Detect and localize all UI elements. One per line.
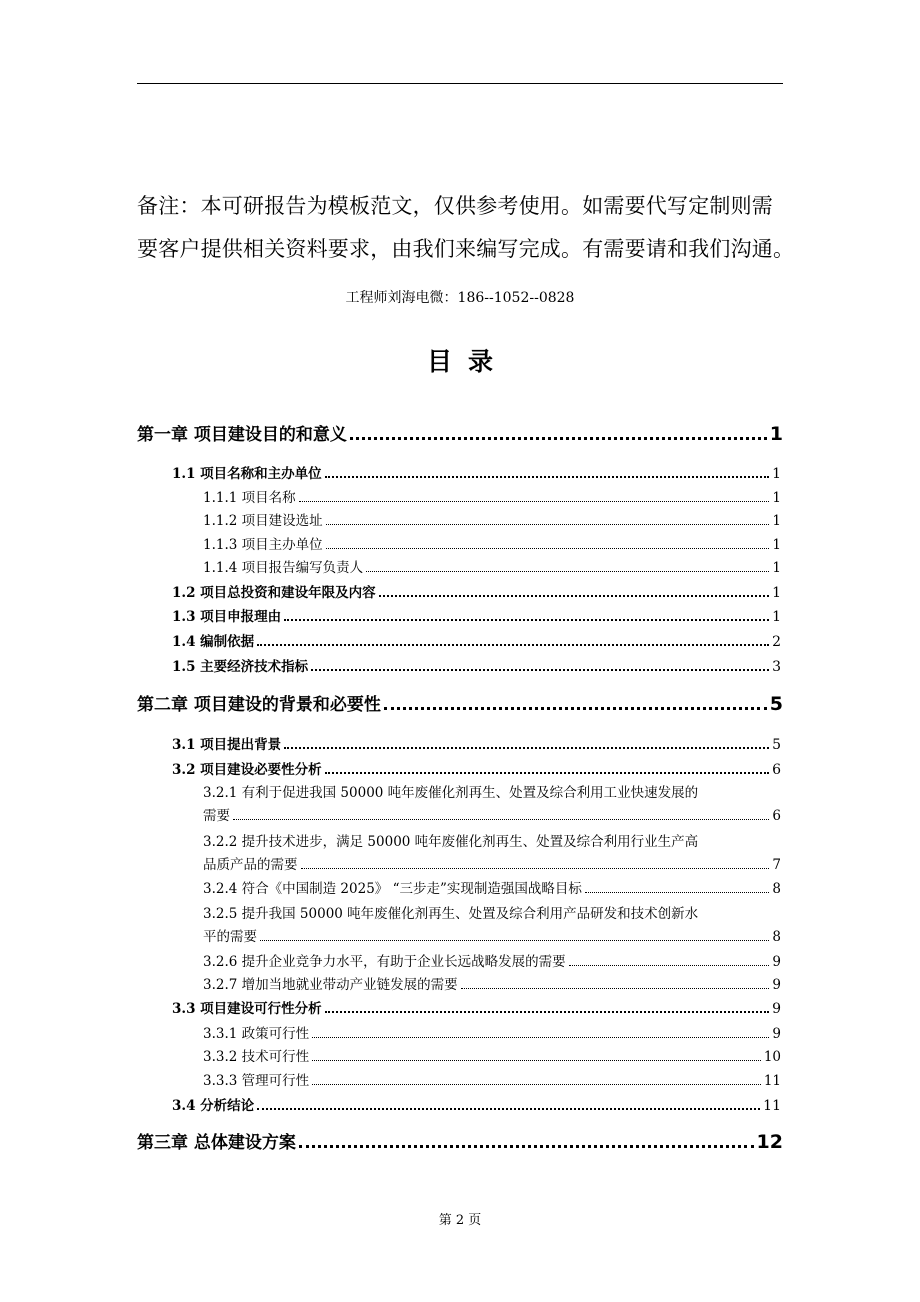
dot-leader <box>325 772 769 774</box>
toc-page-number: 1 <box>772 609 781 625</box>
dot-leader <box>312 1037 769 1038</box>
toc-page-number: 1 <box>772 490 781 506</box>
toc-section-1-4[interactable] <box>172 630 781 650</box>
dot-leader <box>233 819 769 820</box>
dot-leader <box>325 476 769 478</box>
toc-entry-title: 1.1.2 项目建设选址 <box>203 513 323 529</box>
toc-section-1-5[interactable] <box>172 655 781 675</box>
toc-subsection-3-3-2[interactable] <box>203 1045 781 1065</box>
dot-leader <box>350 437 767 440</box>
toc-entry-title: 3.2.7 增加当地就业带动产业链发展的需要 <box>203 977 458 993</box>
dot-leader <box>299 1145 754 1148</box>
toc-page-number: 11 <box>763 1073 781 1089</box>
toc-entry-title: 1.1.4 项目报告编写负责人 <box>203 560 364 576</box>
dot-leader <box>366 571 769 572</box>
toc-subsection-3-2-2[interactable] <box>203 853 781 873</box>
toc-page-number: 2 <box>772 634 781 650</box>
toc-page-number: 11 <box>763 1098 781 1114</box>
toc-entry-title: 1.4 编制依据 <box>172 634 255 650</box>
dot-leader <box>311 669 769 671</box>
toc-entry-title: 需要 <box>203 808 230 824</box>
toc-page-number: 10 <box>763 1049 781 1065</box>
toc-chapter-1[interactable] <box>137 420 783 445</box>
toc-page-number: 6 <box>772 762 781 778</box>
toc-section-3-1[interactable] <box>172 733 781 753</box>
toc-entry-title: 3.1 项目提出背景 <box>172 737 282 753</box>
dot-leader <box>312 1084 761 1085</box>
contact-line: 工程师刘海电微：186--1052--0828 <box>345 290 575 306</box>
toc-subsection-3-2-5-line1[interactable]: 3.2.5 提升我国 50000 吨年废催化剂再生、处置及综合利用产品研发和技术创新水 <box>203 906 699 922</box>
toc-subsection-3-2-1[interactable] <box>203 804 781 824</box>
dot-leader <box>257 644 769 646</box>
toc-page-number: 1 <box>769 423 783 445</box>
toc-subsection-3-2-5[interactable] <box>203 925 781 945</box>
dot-leader <box>260 940 769 941</box>
toc-section-1-3[interactable] <box>172 605 781 625</box>
toc-section-3-4[interactable] <box>172 1094 781 1114</box>
toc-title: 目录 <box>426 347 509 376</box>
toc-page-number: 9 <box>772 977 781 993</box>
toc-entry-title: 品质产品的需要 <box>203 857 298 873</box>
toc-page-number: 9 <box>772 1026 781 1042</box>
dot-leader <box>284 747 769 749</box>
note-line-2: 要客户提供相关资料要求，由我们来编写完成。有需要请和我们沟通。 <box>137 237 795 261</box>
toc-entry-title: 平的需要 <box>203 929 257 945</box>
toc-page-number: 5 <box>769 693 783 715</box>
toc-page-number: 12 <box>756 1131 783 1153</box>
toc-page-number: 3 <box>772 659 781 675</box>
toc-entry-title: 3.3 项目建设可行性分析 <box>172 1001 322 1017</box>
toc-page-number: 5 <box>772 737 781 753</box>
toc-page-number: 9 <box>772 1001 781 1017</box>
toc-subsection-3-3-1[interactable] <box>203 1022 781 1042</box>
toc-page-number: 1 <box>772 513 781 529</box>
toc-page-number: 1 <box>772 466 781 482</box>
toc-section-3-3[interactable] <box>172 997 781 1017</box>
toc-entry-title: 1.5 主要经济技术指标 <box>172 659 309 675</box>
toc-entry-title: 3.3.1 政策可行性 <box>203 1026 310 1042</box>
toc-subsection-3-2-7[interactable] <box>203 973 781 993</box>
toc-subsection-1-1-3[interactable] <box>203 533 781 553</box>
toc-entry-title: 3.2.6 提升企业竞争力水平，有助于企业长远战略发展的需要 <box>203 954 566 970</box>
toc-entry-title: 1.1.3 项目主办单位 <box>203 537 323 553</box>
page-footer: 第 2 页 <box>438 1213 482 1228</box>
toc-page-number: 1 <box>772 585 781 601</box>
dot-leader <box>257 1108 760 1110</box>
toc-entry-title: 3.2 项目建设必要性分析 <box>172 762 322 778</box>
dot-leader <box>585 892 770 893</box>
toc-page-number: 9 <box>772 954 781 970</box>
toc-page-number: 1 <box>772 560 781 576</box>
dot-leader <box>379 595 769 597</box>
toc-section-1-2[interactable] <box>172 581 781 601</box>
toc-entry-title: 1.3 项目申报理由 <box>172 609 282 625</box>
dot-leader <box>312 1060 761 1061</box>
dot-leader <box>325 1011 769 1013</box>
toc-entry-title: 1.1.1 项目名称 <box>203 490 296 506</box>
dot-leader <box>461 988 770 989</box>
toc-subsection-3-2-4[interactable] <box>203 877 781 897</box>
dot-leader <box>326 524 770 525</box>
toc-page-number: 8 <box>772 881 781 897</box>
toc-subsection-1-1-4[interactable] <box>203 556 781 576</box>
toc-entry-title: 第一章 项目建设目的和意义 <box>137 425 347 445</box>
dot-leader <box>384 707 767 710</box>
toc-subsection-3-2-1-line1[interactable]: 3.2.1 有利于促进我国 50000 吨年废催化剂再生、处置及综合利用工业快速发展的 <box>203 785 699 801</box>
dot-leader <box>569 965 770 966</box>
toc-page-number: 7 <box>772 857 781 873</box>
toc-entry-title: 3.2.4 符合《中国制造 2025》 “三步走”实现制造强国战略目标 <box>203 881 582 897</box>
dot-leader <box>299 501 770 502</box>
toc-entry-title: 1.1 项目名称和主办单位 <box>172 466 322 482</box>
toc-entry-title: 3.3.2 技术可行性 <box>203 1049 310 1065</box>
toc-section-1-1[interactable] <box>172 462 781 482</box>
toc-page-number: 1 <box>772 537 781 553</box>
toc-chapter-3[interactable] <box>137 1128 783 1153</box>
toc-subsection-3-2-2-line1[interactable]: 3.2.2 提升技术进步，满足 50000 吨年废催化剂再生、处置及综合利用行业生产高 <box>203 834 699 850</box>
toc-subsection-1-1-1[interactable] <box>203 486 781 506</box>
toc-entry-title: 3.4 分析结论 <box>172 1098 255 1114</box>
toc-entry-title: 第三章 总体建设方案 <box>137 1133 296 1153</box>
note-line-1: 备注：本可研报告为模板范文，仅供参考使用。如需要代写定制则需 <box>137 194 773 218</box>
toc-chapter-2[interactable] <box>137 690 783 715</box>
toc-entry-title: 第二章 项目建设的背景和必要性 <box>137 695 381 715</box>
dot-leader <box>284 619 769 621</box>
toc-subsection-1-1-2[interactable] <box>203 509 781 529</box>
toc-page-number: 8 <box>772 929 781 945</box>
toc-entry-title: 3.3.3 管理可行性 <box>203 1073 310 1089</box>
dot-leader <box>301 868 770 869</box>
toc-subsection-3-2-6[interactable] <box>203 950 781 970</box>
dot-leader <box>326 548 770 549</box>
toc-page-number: 6 <box>772 808 781 824</box>
toc-entry-title: 1.2 项目总投资和建设年限及内容 <box>172 585 376 601</box>
toc-section-3-2[interactable] <box>172 758 781 778</box>
toc-subsection-3-3-3[interactable] <box>203 1069 781 1089</box>
